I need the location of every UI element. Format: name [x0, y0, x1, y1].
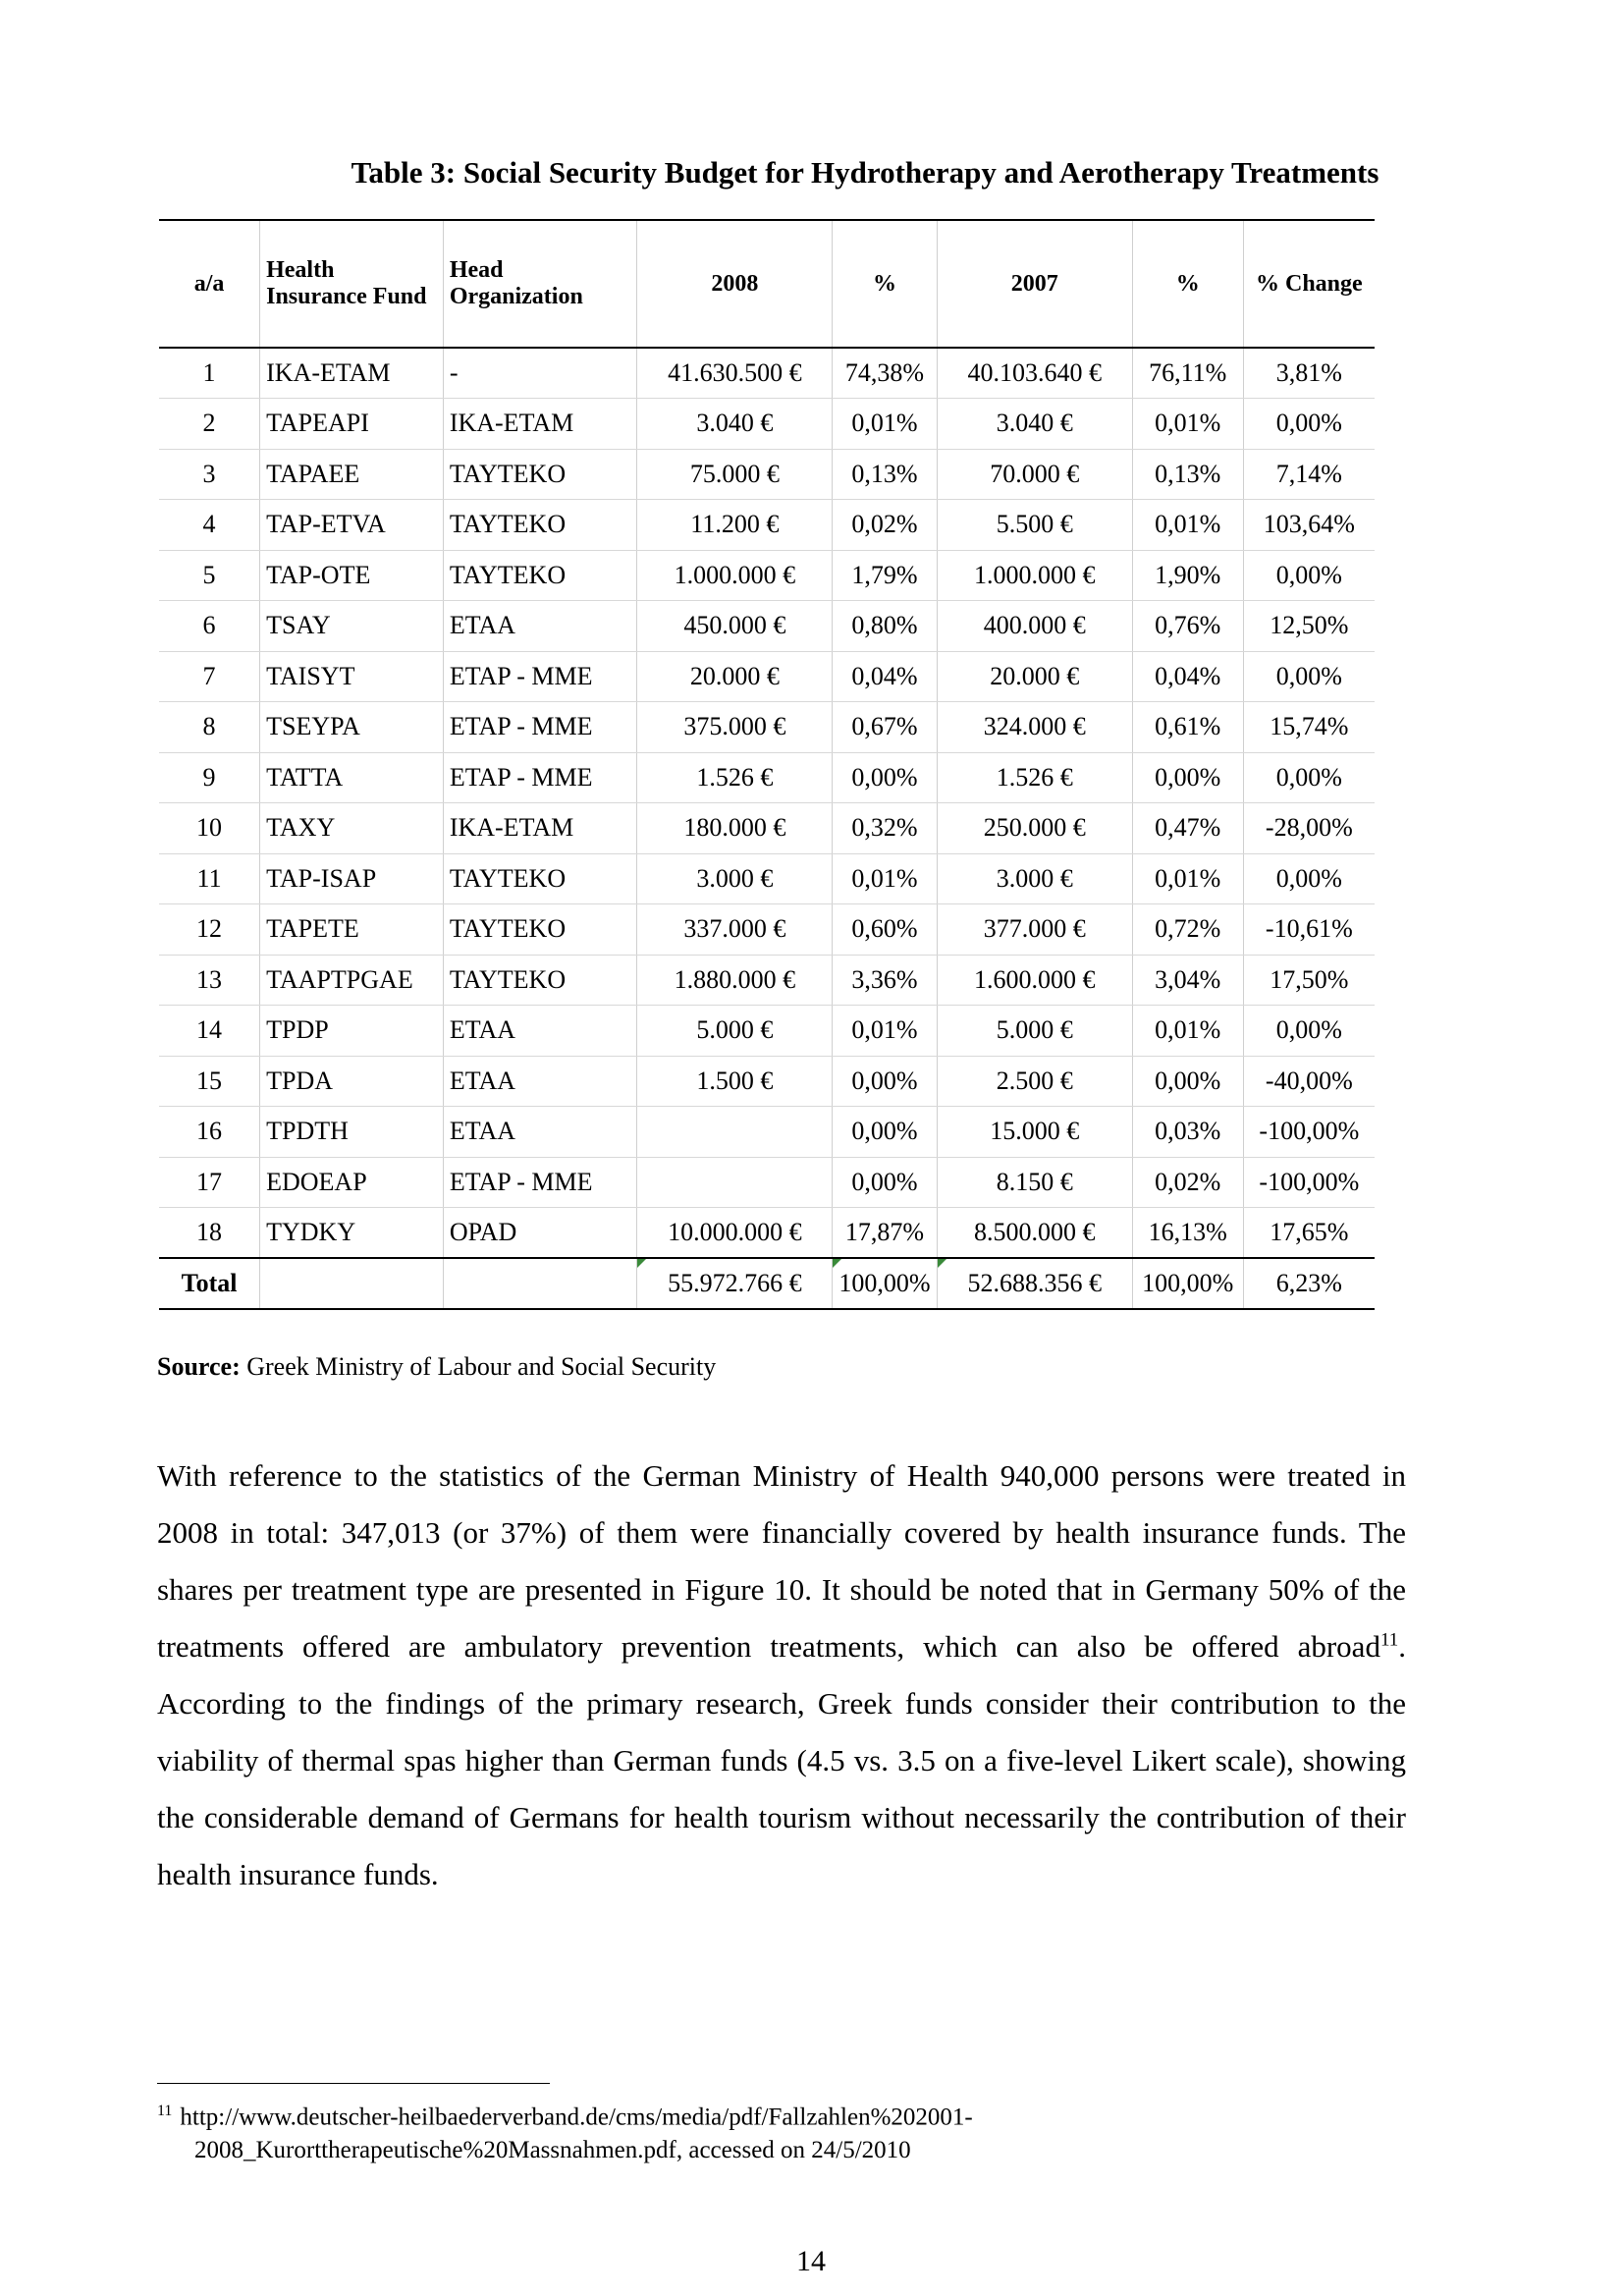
row-pct-2008: 3,36%: [833, 955, 937, 1006]
row-pct-2007: 0,02%: [1132, 1157, 1243, 1208]
paragraph-text-2: . According to the findings of the primary research, Greek funds consider their contribution to the viability of thermal spas higher than German funds (4.5 vs. 3.5 on a five-level Likert scale), showing the considerable demand of Germans for health tourism without necessarily the contribution of their health insurance funds.: [157, 1629, 1406, 1891]
row-2007: 250.000 €: [937, 803, 1132, 854]
row-2007: 20.000 €: [937, 651, 1132, 702]
row-change: 0,00%: [1243, 399, 1375, 450]
row-2007: 8.150 €: [937, 1157, 1132, 1208]
row-2007: 3.000 €: [937, 853, 1132, 904]
header-pct-2007: %: [1132, 220, 1243, 348]
row-2007: 1.600.000 €: [937, 955, 1132, 1006]
row-index: 17: [159, 1157, 260, 1208]
row-pct-2007: 1,90%: [1132, 550, 1243, 601]
row-fund: TYDKY: [260, 1208, 444, 1259]
row-2007: 324.000 €: [937, 702, 1132, 753]
table-caption: Table 3: Social Security Budget for Hydrotherapy and Aerotherapy Treatments: [351, 155, 1379, 190]
table-row: [159, 1056, 1375, 1107]
row-head-org: -: [443, 348, 636, 399]
total-pct-2008: 100,00%: [833, 1258, 937, 1309]
row-fund: TAP-ETVA: [260, 500, 444, 551]
total-cell: [443, 1258, 636, 1309]
row-fund: TAPETE: [260, 904, 444, 956]
row-fund: TAXY: [260, 803, 444, 854]
header-2007: 2007: [937, 220, 1132, 348]
row-index: 8: [159, 702, 260, 753]
source-text: Greek Ministry of Labour and Social Security: [240, 1352, 717, 1381]
row-2008: 180.000 €: [637, 803, 833, 854]
row-change: -40,00%: [1243, 1056, 1375, 1107]
row-index: 12: [159, 904, 260, 956]
total-cell: [260, 1258, 444, 1309]
row-pct-2008: 0,67%: [833, 702, 937, 753]
table-header-row: [159, 220, 1375, 348]
row-head-org: TAYTEKO: [443, 449, 636, 500]
row-2008: 1.500 €: [637, 1056, 833, 1107]
row-2008: 20.000 €: [637, 651, 833, 702]
row-2007: 15.000 €: [937, 1107, 1132, 1158]
budget-table: [159, 219, 1375, 1310]
row-change: 15,74%: [1243, 702, 1375, 753]
row-pct-2007: 0,76%: [1132, 601, 1243, 652]
row-fund: IKA-ETAM: [260, 348, 444, 399]
row-pct-2007: 0,72%: [1132, 904, 1243, 956]
row-pct-2008: 74,38%: [833, 348, 937, 399]
row-2007: 377.000 €: [937, 904, 1132, 956]
total-change: 6,23%: [1243, 1258, 1375, 1309]
row-pct-2007: 0,00%: [1132, 752, 1243, 803]
row-fund: TATTA: [260, 752, 444, 803]
row-pct-2008: 0,13%: [833, 449, 937, 500]
row-pct-2008: 17,87%: [833, 1208, 937, 1259]
row-index: 3: [159, 449, 260, 500]
row-index: 9: [159, 752, 260, 803]
table-row: [159, 955, 1375, 1006]
table-row: [159, 1107, 1375, 1158]
row-2007: 3.040 €: [937, 399, 1132, 450]
row-pct-2008: 1,79%: [833, 550, 937, 601]
row-change: -100,00%: [1243, 1157, 1375, 1208]
row-pct-2008: 0,32%: [833, 803, 937, 854]
table-row: [159, 1157, 1375, 1208]
row-pct-2007: 16,13%: [1132, 1208, 1243, 1259]
table-row: [159, 348, 1375, 399]
row-pct-2008: 0,00%: [833, 752, 937, 803]
row-fund: TPDP: [260, 1006, 444, 1057]
row-change: 7,14%: [1243, 449, 1375, 500]
row-index: 11: [159, 853, 260, 904]
row-index: 1: [159, 348, 260, 399]
row-fund: TAPAEE: [260, 449, 444, 500]
row-change: 103,64%: [1243, 500, 1375, 551]
footnote-separator: [157, 2083, 550, 2084]
row-fund: TAAPTPGAE: [260, 955, 444, 1006]
row-change: -10,61%: [1243, 904, 1375, 956]
row-2008: 3.040 €: [637, 399, 833, 450]
row-head-org: IKA-ETAM: [443, 399, 636, 450]
footnote-line-1: http://www.deutscher-heilbaederverband.de/cms/media/pdf/Fallzahlen%202001-: [180, 2104, 973, 2131]
total-2008: 55.972.766 €: [637, 1258, 833, 1309]
row-2007: 8.500.000 €: [937, 1208, 1132, 1259]
total-label: Total: [159, 1258, 260, 1309]
row-head-org: ETAP - MME: [443, 1157, 636, 1208]
row-index: 18: [159, 1208, 260, 1259]
row-head-org: IKA-ETAM: [443, 803, 636, 854]
row-pct-2008: 0,00%: [833, 1157, 937, 1208]
row-head-org: ETAA: [443, 601, 636, 652]
row-head-org: OPAD: [443, 1208, 636, 1259]
row-pct-2007: 0,01%: [1132, 1006, 1243, 1057]
total-pct-2007: 100,00%: [1132, 1258, 1243, 1309]
row-2008: 1.526 €: [637, 752, 833, 803]
row-2008: 1.880.000 €: [637, 955, 833, 1006]
row-fund: TSEYPA: [260, 702, 444, 753]
row-2008: 41.630.500 €: [637, 348, 833, 399]
row-2008: 1.000.000 €: [637, 550, 833, 601]
row-pct-2008: 0,80%: [833, 601, 937, 652]
row-2008: 450.000 €: [637, 601, 833, 652]
header-pct-2008: %: [833, 220, 937, 348]
row-head-org: ETAA: [443, 1107, 636, 1158]
row-index: 2: [159, 399, 260, 450]
row-pct-2007: 76,11%: [1132, 348, 1243, 399]
table-row: [159, 500, 1375, 551]
row-pct-2007: 0,01%: [1132, 399, 1243, 450]
row-fund: EDOEAP: [260, 1157, 444, 1208]
table-row: [159, 1006, 1375, 1057]
row-fund: TPDTH: [260, 1107, 444, 1158]
row-head-org: TAYTEKO: [443, 955, 636, 1006]
table-row: [159, 853, 1375, 904]
footnote-number: 11: [157, 2103, 173, 2119]
row-pct-2008: 0,02%: [833, 500, 937, 551]
row-index: 7: [159, 651, 260, 702]
row-2007: 40.103.640 €: [937, 348, 1132, 399]
row-2008: 75.000 €: [637, 449, 833, 500]
row-pct-2007: 0,04%: [1132, 651, 1243, 702]
row-2007: 1.526 €: [937, 752, 1132, 803]
header-fund: Health Insurance Fund: [260, 220, 444, 348]
table-row: [159, 550, 1375, 601]
table-row: [159, 803, 1375, 854]
row-change: -28,00%: [1243, 803, 1375, 854]
row-2008: 3.000 €: [637, 853, 833, 904]
row-2008: 11.200 €: [637, 500, 833, 551]
row-index: 13: [159, 955, 260, 1006]
row-fund: TAP-OTE: [260, 550, 444, 601]
row-fund: TAP-ISAP: [260, 853, 444, 904]
row-fund: TAISYT: [260, 651, 444, 702]
row-fund: TSAY: [260, 601, 444, 652]
page-number: 14: [796, 2245, 826, 2277]
row-index: 16: [159, 1107, 260, 1158]
row-pct-2008: 0,01%: [833, 399, 937, 450]
header-head-org: Head Organization: [443, 220, 636, 348]
row-2008: 5.000 €: [637, 1006, 833, 1057]
row-change: 0,00%: [1243, 1006, 1375, 1057]
footnote-line-2: 2008_Kurorttherapeutische%20Massnahmen.pdf, accessed on 24/5/2010: [194, 2137, 911, 2164]
row-index: 6: [159, 601, 260, 652]
row-2007: 5.500 €: [937, 500, 1132, 551]
row-index: 14: [159, 1006, 260, 1057]
row-fund: TAPEAPI: [260, 399, 444, 450]
footnote-reference: 11: [1379, 1629, 1399, 1651]
row-pct-2007: 0,01%: [1132, 853, 1243, 904]
row-head-org: TAYTEKO: [443, 904, 636, 956]
row-pct-2007: 3,04%: [1132, 955, 1243, 1006]
row-head-org: TAYTEKO: [443, 550, 636, 601]
row-index: 10: [159, 803, 260, 854]
row-change: 3,81%: [1243, 348, 1375, 399]
row-head-org: ETAP - MME: [443, 702, 636, 753]
row-pct-2007: 0,03%: [1132, 1107, 1243, 1158]
row-head-org: ETAP - MME: [443, 651, 636, 702]
table-row: [159, 399, 1375, 450]
row-change: 17,65%: [1243, 1208, 1375, 1259]
row-pct-2007: 0,13%: [1132, 449, 1243, 500]
row-change: 0,00%: [1243, 550, 1375, 601]
footnote: [157, 2095, 1335, 2167]
row-head-org: ETAP - MME: [443, 752, 636, 803]
header-aa: a/a: [159, 220, 260, 348]
table-row: [159, 449, 1375, 500]
body-paragraph: [157, 1448, 1406, 1903]
table-row: [159, 702, 1375, 753]
row-pct-2007: 0,00%: [1132, 1056, 1243, 1107]
table-row: [159, 752, 1375, 803]
row-head-org: ETAA: [443, 1006, 636, 1057]
source-label: Source:: [157, 1352, 241, 1381]
row-2007: 70.000 €: [937, 449, 1132, 500]
row-2008: 10.000.000 €: [637, 1208, 833, 1259]
total-2007: 52.688.356 €: [937, 1258, 1132, 1309]
row-pct-2008: 0,00%: [833, 1056, 937, 1107]
row-change: 0,00%: [1243, 651, 1375, 702]
row-pct-2007: 0,61%: [1132, 702, 1243, 753]
row-2008: 375.000 €: [637, 702, 833, 753]
row-pct-2008: 0,04%: [833, 651, 937, 702]
row-pct-2008: 0,00%: [833, 1107, 937, 1158]
row-change: 0,00%: [1243, 853, 1375, 904]
header-change: % Change: [1243, 220, 1375, 348]
row-2008: [637, 1107, 833, 1158]
paragraph-text-1: With reference to the statistics of the German Ministry of Health 940,000 persons were treated in 2008 in total: 347,013 (or 37%) of them were financially covered by health insurance funds. The shares per treatment type are presented in Figure 10. It should be noted that in Germany 50% of the treatments offered are ambulatory prevention treatments, which can also be offered abroad: [157, 1458, 1406, 1664]
row-index: 15: [159, 1056, 260, 1107]
table-row: [159, 1208, 1375, 1259]
table-source: [157, 1352, 716, 1382]
row-pct-2007: 0,47%: [1132, 803, 1243, 854]
total-row: [159, 1258, 1375, 1309]
row-2008: [637, 1157, 833, 1208]
table-row: [159, 601, 1375, 652]
row-head-org: TAYTEKO: [443, 500, 636, 551]
row-2007: 1.000.000 €: [937, 550, 1132, 601]
row-index: 4: [159, 500, 260, 551]
row-2007: 2.500 €: [937, 1056, 1132, 1107]
row-change: 0,00%: [1243, 752, 1375, 803]
row-index: 5: [159, 550, 260, 601]
row-pct-2008: 0,01%: [833, 1006, 937, 1057]
row-2008: 337.000 €: [637, 904, 833, 956]
header-2008: 2008: [637, 220, 833, 348]
row-pct-2008: 0,01%: [833, 853, 937, 904]
row-head-org: ETAA: [443, 1056, 636, 1107]
row-change: 17,50%: [1243, 955, 1375, 1006]
row-2007: 400.000 €: [937, 601, 1132, 652]
table-row: [159, 651, 1375, 702]
row-pct-2008: 0,60%: [833, 904, 937, 956]
row-2007: 5.000 €: [937, 1006, 1132, 1057]
row-change: 12,50%: [1243, 601, 1375, 652]
row-pct-2007: 0,01%: [1132, 500, 1243, 551]
row-change: -100,00%: [1243, 1107, 1375, 1158]
table-row: [159, 904, 1375, 956]
row-head-org: TAYTEKO: [443, 853, 636, 904]
row-fund: TPDA: [260, 1056, 444, 1107]
